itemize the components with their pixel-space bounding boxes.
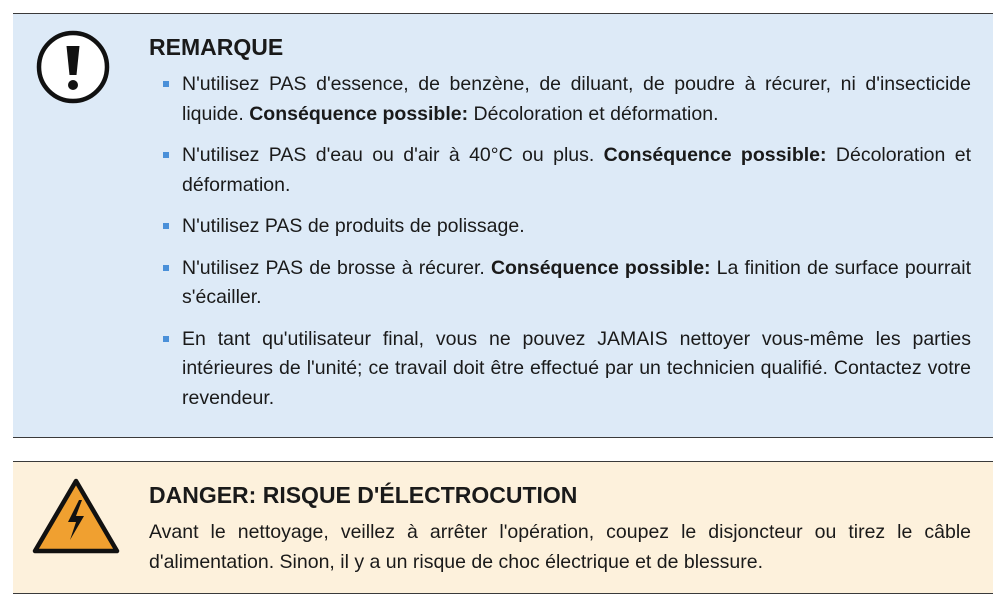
danger-content xyxy=(149,480,971,577)
danger-title: DANGER: RISQUE D'ÉLECTROCUTION xyxy=(149,482,578,508)
note-content xyxy=(149,32,971,425)
bullet-icon xyxy=(163,265,169,271)
bullet-icon xyxy=(163,152,169,158)
note-box xyxy=(13,13,993,438)
list-item: N'utilisez PAS de produits de polissage. xyxy=(149,212,971,242)
danger-text: Avant le nettoyage, veillez à arrêter l'opération, coupez le disjoncteur ou tirez le câble d'alimentation. Sinon, il y a un risque de choc électrique et de blessure. xyxy=(149,521,971,573)
bullet-icon xyxy=(163,336,169,342)
bullet-icon xyxy=(163,81,169,87)
danger-box xyxy=(13,461,993,594)
list-item: N'utilisez PAS de brosse à récurer. Conséquence possible: La finition de surface pourrait s'écailler. xyxy=(149,254,971,313)
note-title: REMARQUE xyxy=(149,34,284,60)
list-item: N'utilisez PAS d'essence, de benzène, de diluant, de poudre à récurer, ni d'insecticide liquide. Conséquence possible: Décoloration et déformation. xyxy=(149,70,971,129)
list-item: En tant qu'utilisateur final, vous ne pouvez JAMAIS nettoyer vous-même les parties intérieures de l'unité; ce travail doit être effectué par un technicien qualifié. Contactez votre revendeur. xyxy=(149,325,971,414)
list-item: N'utilisez PAS d'eau ou d'air à 40°C ou plus. Conséquence possible: Décoloration et déformation. xyxy=(149,141,971,200)
note-list xyxy=(149,70,971,413)
exclamation-circle-icon xyxy=(35,29,111,110)
electric-hazard-icon xyxy=(31,476,121,561)
bullet-icon xyxy=(163,223,169,229)
